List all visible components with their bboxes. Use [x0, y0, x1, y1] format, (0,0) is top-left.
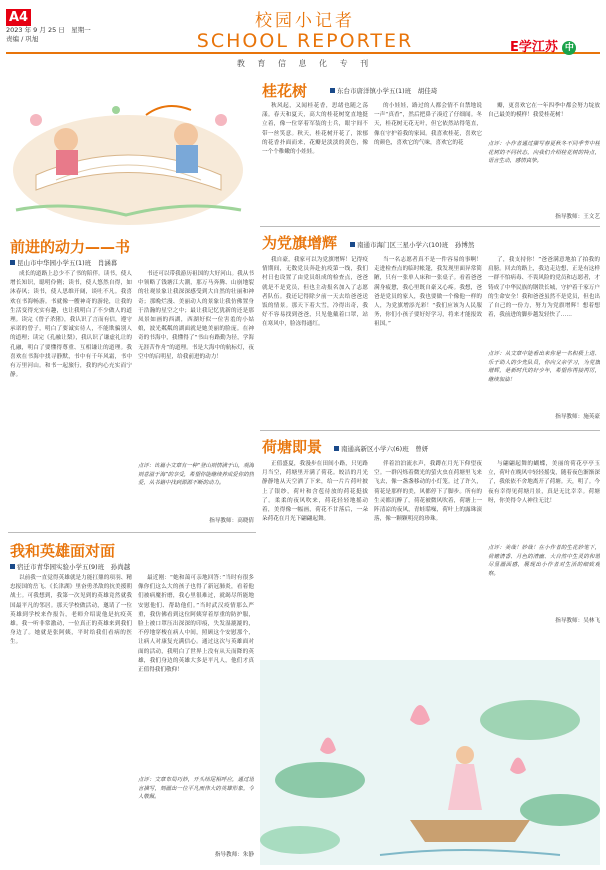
article5-title: 荷塘即景 [262, 438, 323, 456]
article2-byline [10, 562, 130, 571]
article2-comment: 点评：文章布局巧妙，开头结尾相呼应，通过语言描写，刻画出一位平凡而伟大的英雄形象，令人敬佩。 [138, 777, 254, 800]
brand-logo [510, 36, 576, 55]
article3-col2: 的小娃娃，路过的人都会情不自禁地说一声“真香”，然后把鼻子凑近了仔细闻。冬天，桂花树无花无叶，但它依然站得笔直，像在守护着我的家园。我喜欢桂花，喜欢它的颜色，喜欢它的气味，喜欢它的花 [374, 103, 482, 146]
article4-comment: 点评：从文章中能看出来你是一名积极上进、乐于助人的少先队员，你向父亲学习，为党旗增辉，是新时代的好少年，希望你再接再厉，继续加油！ [488, 351, 600, 383]
article4-byline [350, 240, 474, 249]
article5-byline-text: 南通高新区小学六(6)班 曾妍 [341, 445, 429, 453]
article4-byline-text: 南通市海门区三星小学六(10)班 孙博然 [357, 241, 475, 249]
article1-title: 前进的动力——书 [10, 238, 131, 256]
article1-comment: 点评：该篇小文章有一种“登山则情满于山，观海则意溢于海”的享受，希望你能继续养成爱你的热爱，从书籍中找到源源不断的动力。 [138, 463, 254, 486]
article5-comment: 点评：美哉！妙哉！在小作者的生花妙笔下，荷塘清香、月色的清幽、大自然中生灵的和谐尽显画面感，展现出小作者对生活的细致观察。 [488, 545, 600, 577]
page-number: A4 [6, 9, 31, 26]
article1-byline [10, 258, 117, 267]
issue-date: 2023 年 9 月 25 日 星期一 [6, 26, 91, 34]
reading-illustration [6, 80, 251, 230]
masthead-cn: 校园小记者 [255, 11, 355, 31]
article1-byline-text: 昆山市中华园小学五(1)班 肖涵暮 [17, 259, 118, 267]
article4-title: 为党旗增辉 [262, 234, 338, 252]
article3-teacher: 指导教师：王文艺 [555, 214, 600, 220]
divider [260, 226, 600, 227]
article1-col2: 书还可以带我游历祖国的大好河山。我从书中领略了钱塘江大潮，那万马奔腾、山崩地裂的壮观景象让我深深感受到大自然的壮丽和神奇；那晚烂漫、美丽动人的景象让我仿佛置身于浩瀚的星空之中；最让我记忆犹新的还是那凤景如画的西湖，西湖好似一位害羞的小姑娘，波光粼粼的湖面就是她美丽的脸庞。在神奇的书海中，我懂得了“书山有路勤为径，学海无涯苦作舟”的道理。书是大海中的航标灯，夜空中的启明星，给我前进的动力！ [138, 271, 254, 360]
byline-flag-icon [10, 260, 15, 265]
article3-title: 桂花树 [262, 82, 308, 100]
article5-col3: 与翩翩起舞的蝴蝶，美丽的荷花亭亭玉立，荷叶在晚风中轻轻摇曳，随着夜色渐渐深了，我依依不舍地离开了荷塘。天，明了。今夜有幸得见荷塘月景，真是无比幸幸。荷塘呀，你美得令人神往无比！ [488, 461, 600, 504]
article5-col1: 正值盛夏，我漫步在田间小路，只见路月当空，荷塘里开满了荷花。皎洁的月光静静地从天空洒了下来，给一片片荷叶披上了银纱，荷叶和含苞待放的荷花挺拔了。柔柔的夜风吹来，荷花轻轻地摇动着，美得像一幅画，荷花不甘落后，一朵朵荷花在月光下翩翩起舞。 [262, 461, 368, 523]
masthead-subtitle: 教 育 信 息 化 专 刊 [236, 59, 374, 68]
brand-logo-badge: 中 [562, 41, 576, 55]
article4-col3: 了，我支持你！”爸爸满意地拍了拍我的肩膀。回去的路上，我边走边想，正是有这样一群不怕病毒、不畏风险的党员和志愿者，才铸成了中华民族的钢铁长城，守护着千家万户的生命安全！我和爸爸虽然不是党员，但也出了自己的一份力，努力为党旗增辉！想着想着，我前进的脚步越发轻快了…… [488, 257, 600, 319]
article1-teacher: 指导教师：高晓倩 [209, 518, 254, 524]
article2-col2: 最近刚：“她和蔼可亲地回答：”当时有很多像你们这么大的孩子也得了新冠肺炎，看着他们被病魔折磨，我心里很难过，就竭尽所能地安慰他们、帮助他们。”当时武汉疫情那么严重，我仿佛看到这位阿姨穿着厚重的防护服，脸上被口罩压出深深的印痕，失发湿漉漉的，不停地穿梭在病人中间，照顾这个安慰那个，让病人对康复充满信心。通过这次与英雄面对面的活动，我明白了世界上没有从天而降的英雄，我们身边的英雄大多是平凡人，他们才真正值得我们敬仰！ [138, 575, 254, 674]
masthead-en: SCHOOL REPORTER [196, 30, 414, 52]
article3-comment: 点评：小作者通过描写春夏秋冬不同季节中桂花树的不同状态，向我们介绍桂花树的特点，语言生动，感情真挚。 [488, 141, 600, 164]
header-left [6, 6, 91, 44]
article1-col1: 成长的道路上总少不了书的陪伴。读书，使人增长知识，聪明伶俐；读书，使人悠然自得，如沐春风；读书，使人思维开阔，谈吐不凡。我喜欢在书海畅游。书就像一艘神奇的游轮，让我的生活变得充实有趣，也让我明白了不少做人的道理。读完《曾子杀猪》，我认识了言而有信，遵守承诺的曾子，明白了要诚实待人，不能欺骗别人的道理；读完《孔融让梨》，我认识了谦虚礼让的孔融，明白了要懂得尊重、互相谦让的道理。我喜欢在书海中找寻静默，书中有千年风霜，书中有万里河山。和书一起旅行，我的内心充实而宁静。 [10, 271, 132, 379]
editor: 责编 / 巩旭 [6, 35, 39, 43]
article4-teacher: 指导教师：施英豪 [555, 414, 600, 420]
article5-byline [334, 444, 428, 453]
article2-col1: 以前我一直觉得英雄就是力能扛鼎的项羽、精忠报国的岳飞、《长津湖》里奋勇杀敌的抗美援朝战士。可我想到，我第一次见到的英雄竟然就我国最平凡的邻居。那天学校做活动，邀请了一位英雄到学校来作报告，老师介绍说他是抗疫英雄。我一听非常激动，一位真正的英雄来到我们身边了。她就是张阿姨，平时给我们看病的医生。 [10, 575, 132, 646]
byline-flag-icon [10, 564, 15, 569]
article2-byline-text: 宿迁市青华园实验小学五(9)班 孙尚越 [17, 563, 131, 571]
byline-flag-icon [334, 446, 339, 451]
masthead [190, 6, 420, 51]
article2-title: 我和英雄面对面 [10, 542, 116, 560]
article3-byline [330, 86, 437, 95]
byline-flag-icon [330, 88, 335, 93]
brand-logo-text: E学江苏 [510, 40, 558, 55]
article3-byline-text: 东台市唐洋镇小学五(1)班 胡佳琦 [337, 87, 438, 95]
article4-col2: 当一名志愿者真不是一件容易的事啊！走进检查点的临时帐篷，我发现里面异常简陋，只有一张单人床和一张桌子。看着爸爸满身疲惫，我心里既自豪又心疼。我想，爸爸是党员的家人，我也要做一个像他一样的人，为党旗增添光彩！“我们应该为人民服务，你们小孩子要好好学习，将来才能报效祖国。” [374, 257, 482, 328]
lotus-pond-illustration [260, 660, 600, 865]
byline-flag-icon [350, 242, 355, 247]
article2-teacher: 指导教师：朱静 [214, 852, 254, 858]
divider [260, 430, 600, 431]
article3-col1: 秋风起，又闻桂花香，思绪也随之荡漾。春天和夏天，高大的桂花树宽直地挺立着，像一位穿着军装的士兵，眼宇间不带一丝笑意。秋天，桂花树开花了，浓郁的花香扑面而来，花瓣是淡淡的黄色，像一个个稚嫩的小娃娃。 [262, 103, 368, 156]
article5-teacher: 指导教师：吴林飞 [555, 618, 600, 624]
divider [8, 532, 256, 533]
article5-col2: 伴着泊泊流水声，我蹲在月光下仰望夜空。一群闪烁着微光的萤火虫在荷塘里飞来飞去，像一盏盏移动的小灯笼。过了许久，荷花是那样的美，风都停下了脚步。所有的生灵都沉醉了，荷花被微风吹着，荷塘上一阵清凉的夜风，青蛙聒噪，荷叶上的露珠滚落，像一颗颗明亮的珍珠。 [374, 461, 482, 523]
article3-col3: 瓣，更喜欢它在一年四季中都会努力绽放自己最美的模样！我爱桂花树！ [488, 103, 600, 119]
article4-col1: 我自豪，我家可以为党旗增辉！记得疫情期间，无数党员奔赴抗疫第一线，我们村日也设置了由党员组成的检查点，爸爸就是不是党员，但也主动报名加入了志愿者队伍。我还记得除夕前一天去给爸爸送饭的情景。那天下着大雪，冷得出奇，我好不容易找到爸爸，只见他戴着口罩，站在寒风中，脸冻得通红。 [262, 257, 368, 328]
